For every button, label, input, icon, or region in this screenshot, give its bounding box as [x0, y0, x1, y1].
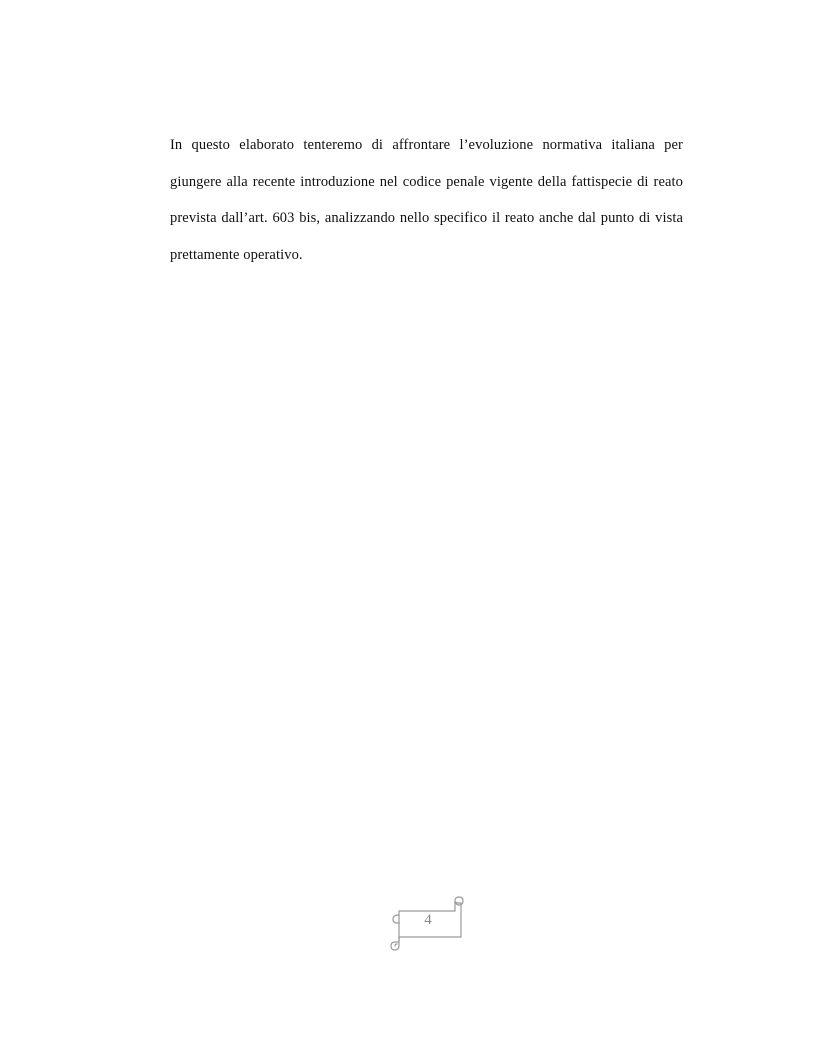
page-number-footer	[389, 895, 465, 953]
body-paragraph: In questo elaborato tenteremo di affrontare l’evoluzione normativa italiana per giungere alla recente introduzione nel codice penale vigente della fattispecie di reato prevista dall’art. 603 bis, analizzando nello specifico il reato anche dal punto di vista prettamente operativo.	[170, 137, 683, 263]
page-number: 4	[424, 912, 432, 928]
